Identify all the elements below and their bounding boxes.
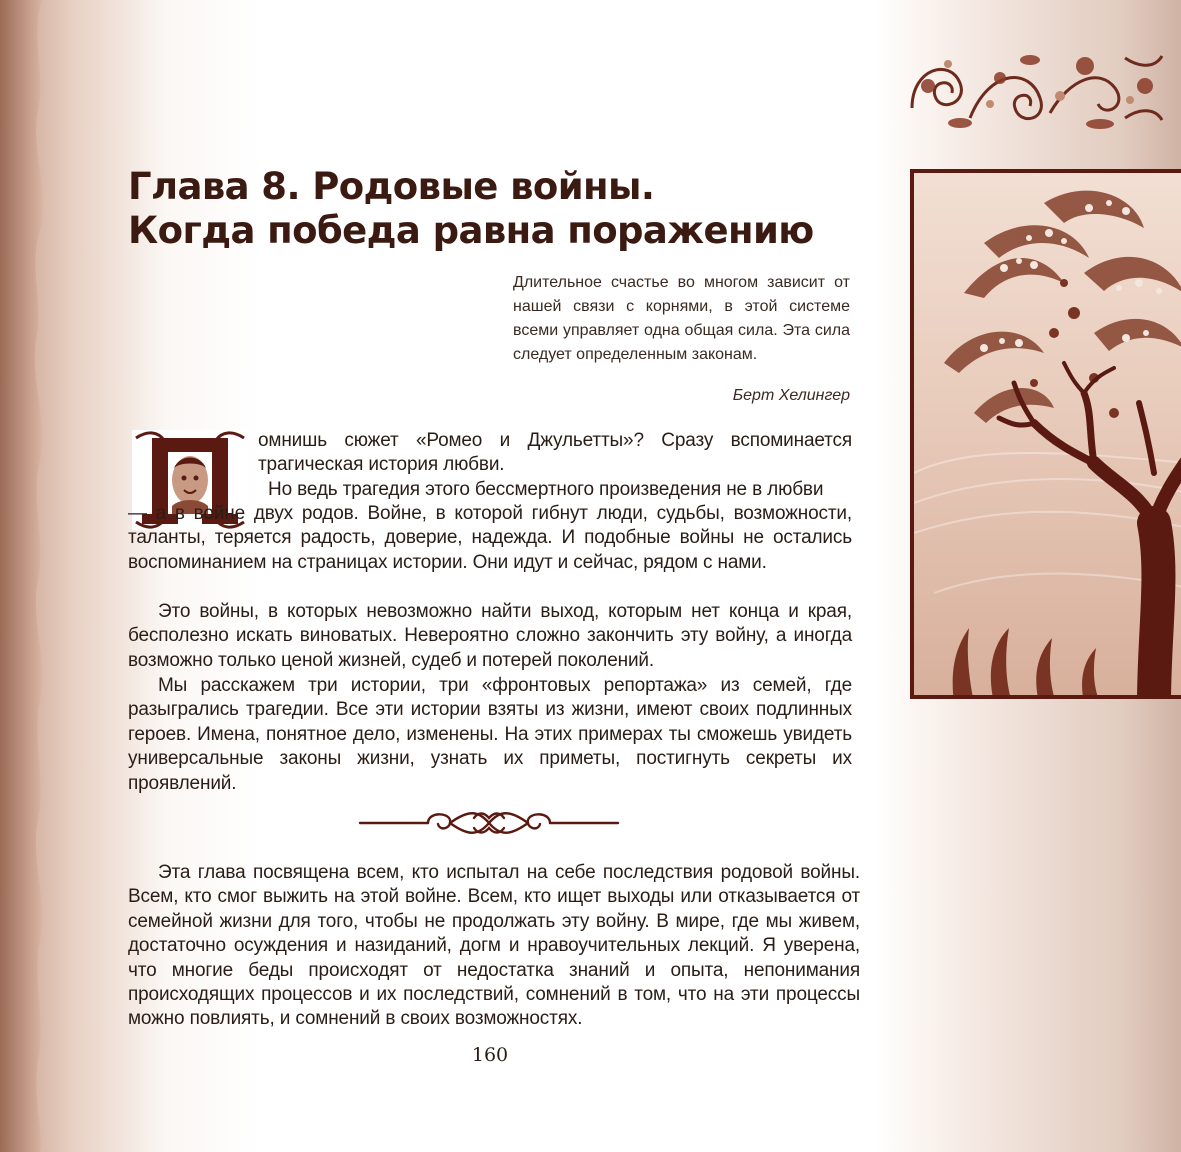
- ornamental-divider-icon: [358, 806, 620, 840]
- chapter-title-line-1: Глава 8. Родовые войны.: [128, 165, 655, 208]
- paragraph-2-start: Но ведь трагедия этого бессмертного произведения не в любви: [268, 479, 824, 500]
- epigraph-quote: Длительное счастье во многом зависит от нашей связи с корнями, в этой системе всеми управляет одна общая сила. Эта сила следует определенным законам.: [513, 274, 850, 363]
- chapter-title: [128, 165, 888, 253]
- chapter-title-line-2: Когда победа равна поражению: [128, 209, 814, 252]
- tree-illustration: [910, 169, 1181, 699]
- paragraph-2-continued: — а в войне двух родов. Войне, в которой гибнут люди, судьбы, возможности, таланты, теряется радость, доверие, надежда. И подобные войны не остались воспоминанием на страницах истории. Они идут и сейчас, рядом с нами.: [128, 503, 852, 573]
- ornament-header-icon: [900, 38, 1168, 134]
- paragraph-1: омнишь сюжет «Ромео и Джульетты»? Сразу вспоминается трагическая история любви.: [258, 430, 852, 476]
- page-number: 160: [471, 1044, 509, 1066]
- torn-paper-edge: [0, 0, 70, 1152]
- paragraph-3: Это войны, в которых невозможно найти выход, которым нет конца и края, бесполезно искать виноватых. Невероятно сложно закончить эту войну, а иногда возможно только ценой жизней, судеб и потерей поколений.: [128, 601, 852, 671]
- paragraph-5: Эта глава посвящена всем, кто испытал на себе последствия родовой войны. Всем, кто смог выжить на этой войне. Всем, кто ищет выходы или отказывается от семейной жизни для того, чтобы не продолжать эту войну. В мире, где мы живем, достаточно осуждения и назиданий, догм и нравоучительных лекций. Я уверена, что многие беды происходят от недостатка знаний и опыта, непонимания происходящих процессов и их последствий, сомнений в том, что на эти процессы можно повлиять, и сомнений в своих возможностях.: [128, 862, 860, 1030]
- paragraph-4: Мы расскажем три истории, три «фронтовых репортажа» из семей, где разыгрались трагедии. Все эти истории взяты из жизни, имеют своих подлинных героев. Имена, понятное дело, изменены. На этих примерах ты сможешь увидеть универсальные законы жизни, узнать их приметы, постигнуть секреты их проявлений.: [128, 675, 852, 794]
- epigraph-author: Берт Хелингер: [732, 387, 850, 404]
